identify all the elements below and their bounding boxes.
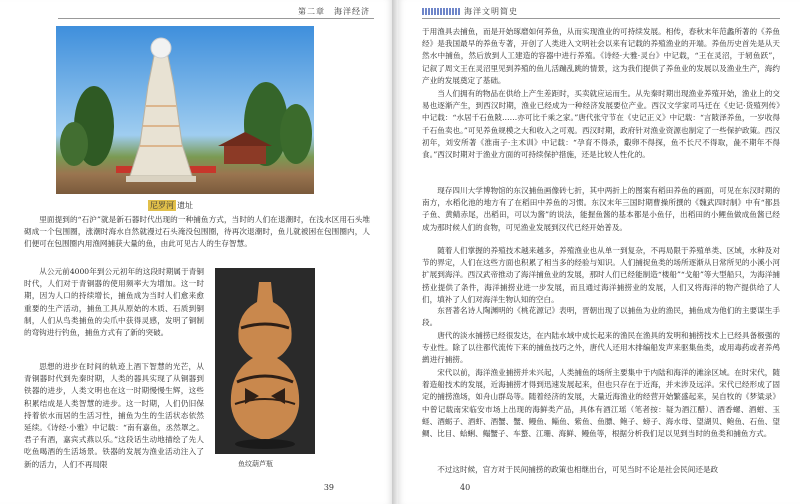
paragraph: 里面提到的“石沪”就是新石器时代出现的一种捕鱼方式，当时的人们在退潮时，在浅水区用石头堆砌成一个包围圈，涨潮时海水自然就漫过石头淹没包围圈，待再次退潮时，鱼儿就被困在包围圈内，人们便可在包围圈内用渔网捕获大量的鱼，由此可见古人的生存智慧。 (24, 215, 370, 249)
left-page (0, 0, 393, 504)
header-stripe-ornament (422, 8, 460, 15)
paragraph: 随着人们掌握的养殖技术越来越多，养殖渔业也从单一到复杂，不再局限于养殖单类、区域，水种及对节的界定，人们在这些方面也积累了相当多的经验与知识。人们捕捉鱼类的场所逐渐从日常所见的小溪小河扩展到海洋。西汉武帝推动了海洋捕鱼业的发展，那时人们已经能制造“楼船”“戈船”等大型船只，为海洋捕捞业提供了条件，海洋捕捞业进一步发展，而且通过海洋捕捞业的发展，人们又将海洋的物产提供给了人们，填补了人们对海洋生物认知的空白。 (422, 246, 780, 304)
paragraph: 唐代的淡水捕捞已经很发达，在内陆水域中成长起来的渔民在渔具的发明和捕捞技术上已经具备极强的专业性。除了以往都代流传下来的捕鱼技巧之外，唐代人还用木排编船发声来驱集鱼类，或用毒药或者养鸬鹚进行捕捞。 (422, 331, 780, 365)
paragraph: 宋代以前，海洋渔业捕捞并未兴起，人类捕鱼的场所主要集中于内陆和海洋的滩涂区域。在时宋代，随着造船技术的发展，近海捕捞才得到迅速发展起来，但也只存在于近海，并未涉及远洋。宋代已经形成了固定的捕捞渔场，如舟山群岛等。随着经济的发展，大量近海渔业的经营开始繁盛起来，吴自牧的《梦粱录》中曾记载南宋临安市场上出现的海鲜类产品，具体有酒江瑶（笔者按：疑为酒江醋）、酒香螺、酒蚶、玉蛏、酒蛎子、酒虾、酒蟹、蟹、鳗鱼、鲻鱼、紫鱼、鱼膘、鲍子、螃子、海水母、望湖贝、鲍鱼、石鱼、望鲷、比目、蛤蜊、鳎蟹子、车螯、江珊、海鲜、鳗鱼等，根据分析我们足以见到当时的鱼类和捕鱼方式。 (422, 368, 780, 439)
paragraph: 思想的进步在时间的轨迹上酒下智慧的光芒，从青铜器时代到先秦时期，人类的器具实现了从铜器到铁器的进步，人类文明也在这一时期慢慢生辉，这些积累结成是人类智慧的进步。这一时期，人们仍旧保持着依水而居的生活习性，捕鱼为生的生活状态依然延续。《诗经·小雅》中记载：“南有嘉鱼，丞然罩之。君子有酒，嘉宾式燕以乐。”这段话生动地描绘了先人吃鱼喝酒的生活场景。铁器的发展为渔业活动注入了新的活力，人们不再局限 (24, 362, 204, 469)
paragraph: 当人们拥有的物品在供给上产生差距时，买卖就应运而生。从先秦时期出现渔业养殖开始，渔业上的交易也逐渐产生，到西汉时期，渔业已经成为一种经济发展要位产业。西汉文学家司马迁在《史记·货殖列传》中记载：“水居千石鱼陂……亦可比千乘之家。”唐代张守节在《史记正义》中记载：“言陂泽养鱼，一岁收得千石鱼卖也。”可见养鱼规模之大和收入之可观。西汉时期，政府针对渔业资源也制定了一些保护政策。西汉初年，刘安所著《淮南子·主术训》中记载：“孕育不得杀，鷇卵不得探，鱼不长尺不得取，彘不期年不得食。”西汉时期对于渔业方面的可持续保护措施，还是比较人性化的。 (422, 89, 780, 160)
right-page (398, 0, 800, 504)
page-number: 39 (323, 483, 334, 492)
gourd-vase-illustration (215, 268, 315, 454)
paragraph: 东晋著名诗人陶渊明的《桃花源记》表明，晋朝出现了以捕鱼为业的渔民，捕鱼成为他们的主要谋生手段。 (422, 306, 780, 328)
figure-caption: 鱼纹葫芦瓶 (238, 460, 273, 468)
header-rule (58, 18, 374, 19)
monument-illustration (56, 26, 314, 194)
paragraph: 于用渔具去捕鱼，而是开始琢磨如何养鱼，从而实现渔业的可持续发展。相传，春秋末年范蠡所著的《养鱼经》是我国最早的养鱼专著，开创了人类进入文明社会以来有记载的养殖渔业的开端。养鱼历史首先是从天然水中捕鱼，然后放到人工建造的容器中进行养殖。《诗经·大雅·灵台》中记载，“王在灵沼，于轫鱼跃”，记叙了周文王在灵沼里见到养殖的鱼儿活蹦乱跳的情景，这为我们提供了养鱼业的发展以及渔业生产，海约产业的发展奠定了基础。 (422, 27, 780, 85)
caption-text: 遗址 (177, 201, 193, 210)
monument-photo (56, 26, 314, 194)
figure-caption (148, 200, 193, 211)
page-number: 40 (460, 483, 471, 492)
running-header: 第二章 海洋经济 (298, 7, 370, 16)
vase-photo (215, 268, 315, 454)
caption-highlight: 尼罗河 (150, 201, 174, 210)
paragraph: 从公元前4000年到公元初年的这段时期属于青铜时代，人们对于青铜器的使用频率大为增加。这一时期，因为人口的持续增长，捕鱼成为当时人们愈来愈重要的生产活动，捕鱼工具从原始的木质、石质到铜制，人们从鸟类捕鱼的尖爪中获得灵感，发明了铜制的弯钩进行钓鱼，捕鱼方式有了新的突破。 (24, 267, 204, 338)
header-rule (422, 18, 780, 19)
running-header (422, 6, 518, 16)
running-header-title: 海洋文明简史 (464, 6, 518, 16)
paragraph: 不过这时候，官方对于民间捕捞的政策也相继出台，可见当时不论是社会民间还是政 (437, 465, 719, 474)
paragraph: 现存四川大学博物馆的东汉捕鱼画像砖七折，其中两折上的图案有稻田养鱼的画面，可见在东汉时期的南方，水稻化池的地方有了在稻田中养鱼的习惯。东汉末年三国时期曹操所撰的《魏武四时制》中有“都县子鱼、黄鲭赤尾，出稻田，可以为酱”的说法，能握鱼酱的基本都是小鱼仔，出稻田的小鲤鱼做成鱼酱已经成为那时候人们的食物，可见渔业发展到汉代已经开始普及。 (422, 186, 780, 232)
